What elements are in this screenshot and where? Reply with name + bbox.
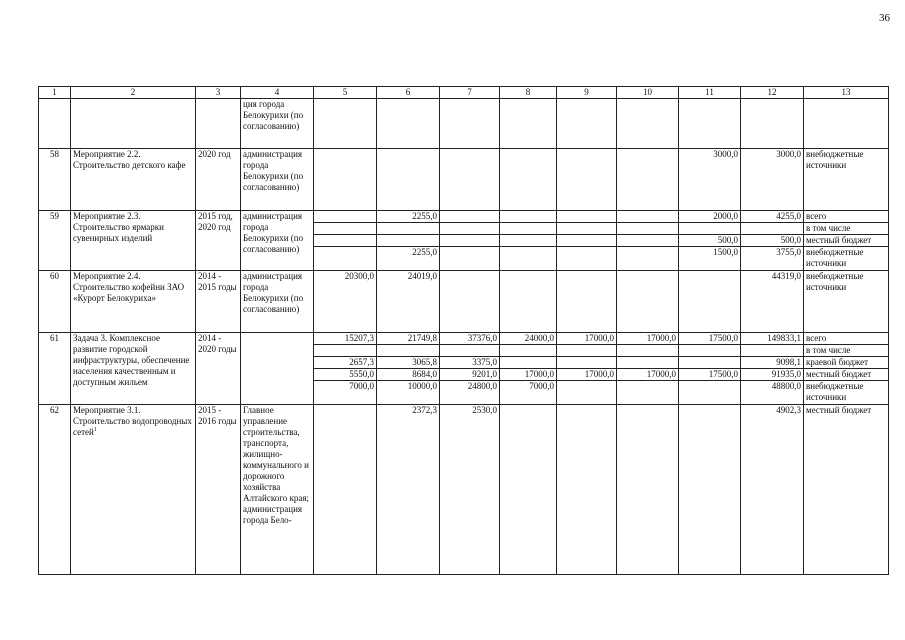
footnote-marker: 1 (93, 427, 97, 433)
value-cell: 149833,1 (741, 333, 804, 345)
col-header: 7 (440, 87, 500, 99)
col-header: 9 (557, 87, 617, 99)
table-row (39, 333, 889, 345)
value-cell: 48800,0 (741, 381, 804, 405)
value-cell: 8684,0 (377, 369, 440, 381)
value-cell: 2255,0 (377, 247, 440, 271)
col-header: 13 (804, 87, 889, 99)
executor-cell: администрация города Белокурихи (по согласованию) (241, 271, 314, 333)
activity-name: Мероприятие 2.2. Строительство детского кафе (71, 149, 196, 211)
value-cell: 17500,0 (679, 333, 741, 345)
value-cell: 24019,0 (377, 271, 440, 333)
value-cell: 20300,0 (314, 271, 377, 333)
source-cell: краевой бюджет (804, 357, 889, 369)
value-cell: 17000,0 (500, 369, 557, 381)
budget-table (38, 86, 889, 575)
value-cell: 17000,0 (617, 333, 679, 345)
col-header: 6 (377, 87, 440, 99)
source-cell: местный бюджет (804, 369, 889, 381)
period: 2020 год (196, 149, 241, 211)
value-cell: 2372,3 (377, 405, 440, 575)
col-header: 10 (617, 87, 679, 99)
value-cell: 15207,3 (314, 333, 377, 345)
value-cell: 37376,0 (440, 333, 500, 345)
value-cell: 500,0 (741, 235, 804, 247)
value-cell: 1500,0 (679, 247, 741, 271)
value-cell: 4255,0 (741, 211, 804, 223)
value-cell: 44319,0 (741, 271, 804, 333)
value-cell: 2657,3 (314, 357, 377, 369)
col-header: 5 (314, 87, 377, 99)
source-cell: внебюджетные источники (804, 381, 889, 405)
value-cell: 17000,0 (617, 369, 679, 381)
row-number: 59 (39, 211, 71, 271)
value-cell: 7000,0 (500, 381, 557, 405)
executor-cell: ция города Белокурихи (по согласованию) (241, 99, 314, 149)
row-number: 60 (39, 271, 71, 333)
header-row (39, 87, 889, 99)
value-cell: 3755,0 (741, 247, 804, 271)
source-cell: внебюджетные источники (804, 247, 889, 271)
value-cell: 24000,0 (500, 333, 557, 345)
value-cell: 3065,8 (377, 357, 440, 369)
source-cell: внебюджетные источники (804, 149, 889, 211)
activity-name: Мероприятие 2.4. Строительство кофейни ЗАО «Курорт Белокуриха» (71, 271, 196, 333)
col-header: 12 (741, 87, 804, 99)
value-cell: 2255,0 (377, 211, 440, 223)
value-cell: 91935,0 (741, 369, 804, 381)
activity-name: Задача 3. Комплексное развитие городской инфраструктуры, обеспечение населения качественным и доступным жильем (71, 333, 196, 405)
executor-cell: администрация города Белокурихи (по согласованию) (241, 149, 314, 211)
source-cell: в том числе (804, 345, 889, 357)
col-header: 8 (500, 87, 557, 99)
page-number: 36 (879, 12, 890, 24)
executor-cell: Главное управление строительства, транспорта, жилищно-коммунального и дорожного хозяйства Алтайского края; администрация города Бело- (241, 405, 314, 575)
value-cell: 4902,3 (741, 405, 804, 575)
value-cell: 10000,0 (377, 381, 440, 405)
value-cell: 9201,0 (440, 369, 500, 381)
col-header: 1 (39, 87, 71, 99)
activity-name (71, 405, 196, 575)
value-cell: 17000,0 (557, 333, 617, 345)
source-cell: местный бюджет (804, 235, 889, 247)
period: 2015 год, 2020 год (196, 211, 241, 271)
source-cell: местный бюджет (804, 405, 889, 575)
table-row (39, 271, 889, 333)
value-cell: 24800,0 (440, 381, 500, 405)
executor-cell (241, 333, 314, 405)
source-cell: в том числе (804, 223, 889, 235)
col-header: 3 (196, 87, 241, 99)
period: 2014 - 2020 годы (196, 333, 241, 405)
row-number: 58 (39, 149, 71, 211)
value-cell: 3375,0 (440, 357, 500, 369)
row-number: 61 (39, 333, 71, 405)
col-header: 4 (241, 87, 314, 99)
col-header: 11 (679, 87, 741, 99)
table-row (39, 211, 889, 223)
activity-name-text: Мероприятие 3.1. Строительство водопроводных сетей (73, 405, 192, 437)
row-number: 62 (39, 405, 71, 575)
value-cell: 500,0 (679, 235, 741, 247)
source-cell: всего (804, 211, 889, 223)
source-cell: внебюджетные источники (804, 271, 889, 333)
value-cell: 5550,0 (314, 369, 377, 381)
period: 2014 - 2015 годы (196, 271, 241, 333)
executor-cell: администрация города Белокурихи (по согласованию) (241, 211, 314, 271)
col-header: 2 (71, 87, 196, 99)
table-row (39, 149, 889, 211)
value-cell: 17500,0 (679, 369, 741, 381)
value-cell: 7000,0 (314, 381, 377, 405)
value-cell: 2530,0 (440, 405, 500, 575)
value-cell: 3000,0 (679, 149, 741, 211)
activity-name: Мероприятие 2.3. Строительство ярмарки сувенирных изделий (71, 211, 196, 271)
period: 2015 - 2016 годы (196, 405, 241, 575)
value-cell: 17000,0 (557, 369, 617, 381)
source-cell: всего (804, 333, 889, 345)
value-cell: 3000,0 (741, 149, 804, 211)
value-cell: 9098,1 (741, 357, 804, 369)
value-cell: 21749,8 (377, 333, 440, 345)
value-cell: 2000,0 (679, 211, 741, 223)
table-row (39, 405, 889, 575)
table-row (39, 99, 889, 149)
